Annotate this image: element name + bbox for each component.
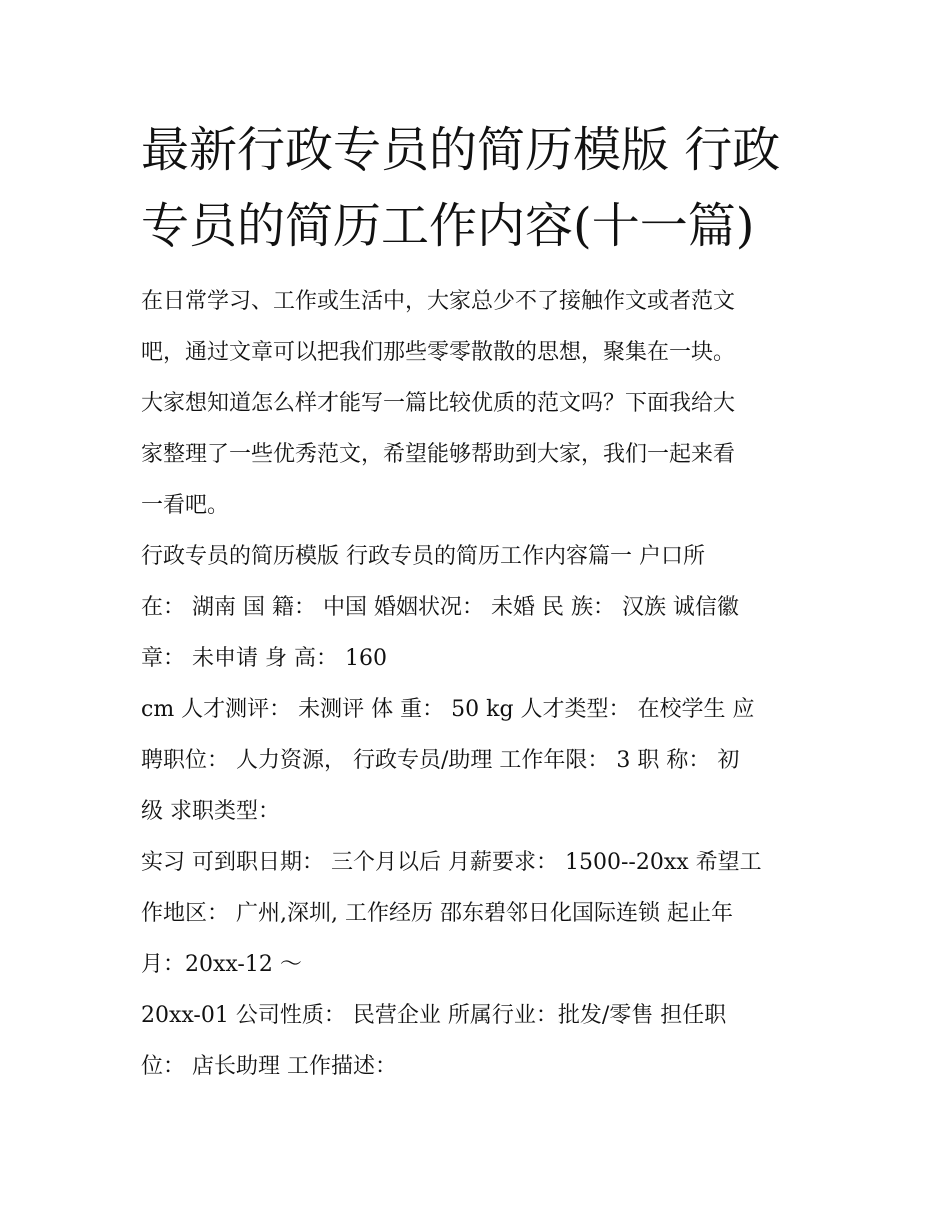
paragraph-line: 大家想知道怎么样才能写一篇比较优质的范文吗？下面我给大 xyxy=(141,391,736,416)
resume-company-paragraph xyxy=(141,990,821,1092)
paragraph-line: 实习 可到职日期： 三个月以后 月薪要求： 1500--20xx 希望工 xyxy=(141,850,762,875)
paragraph-line: 作地区： 广州,深圳, 工作经历 邵东碧邻日化国际连锁 起止年 xyxy=(141,901,733,926)
paragraph-line: 一看吧。 xyxy=(141,493,230,518)
resume-work-history-paragraph xyxy=(141,837,821,990)
title-line-1: 最新行政专员的简历模版 行政 xyxy=(141,122,781,178)
paragraph-line: 聘职位： 人力资源， 行政专员/助理 工作年限： 3 职 称： 初 xyxy=(141,748,740,773)
title-line-2: 专员的简历工作内容(十一篇) xyxy=(141,198,755,254)
resume-personal-info-paragraph xyxy=(141,531,821,684)
paragraph-line: 行政专员的简历模版 行政专员的简历工作内容篇一 户口所 xyxy=(141,544,705,569)
paragraph-line: 在日常学习、工作或生活中，大家总少不了接触作文或者范文 xyxy=(141,289,736,314)
paragraph-line: 20xx-01 公司性质： 民营企业 所属行业：批发/零售 担任职 xyxy=(141,1003,727,1028)
paragraph-line: 在： 湖南 国 籍： 中国 婚姻状况： 未婚 民 族： 汉族 诚信徽 xyxy=(141,595,739,620)
paragraph-line: 月：20xx-12 ～ xyxy=(141,952,302,977)
document-body xyxy=(141,276,821,1092)
paragraph-line: 吧，通过文章可以把我们那些零零散散的思想，聚集在一块。 xyxy=(141,340,736,365)
paragraph-line: 级 求职类型： xyxy=(141,799,280,824)
paragraph-line: 位： 店长助理 工作描述： xyxy=(141,1054,397,1079)
document-title xyxy=(141,112,821,264)
intro-paragraph xyxy=(141,276,821,531)
paragraph-line: cm 人才测评： 未测评 体 重： 50 kg 人才类型： 在校学生 应 xyxy=(141,697,755,722)
paragraph-line: 家整理了一些优秀范文，希望能够帮助到大家，我们一起来看 xyxy=(141,442,736,467)
resume-job-intent-paragraph xyxy=(141,684,821,837)
paragraph-line: 章： 未申请 身 高： 160 xyxy=(141,646,387,671)
